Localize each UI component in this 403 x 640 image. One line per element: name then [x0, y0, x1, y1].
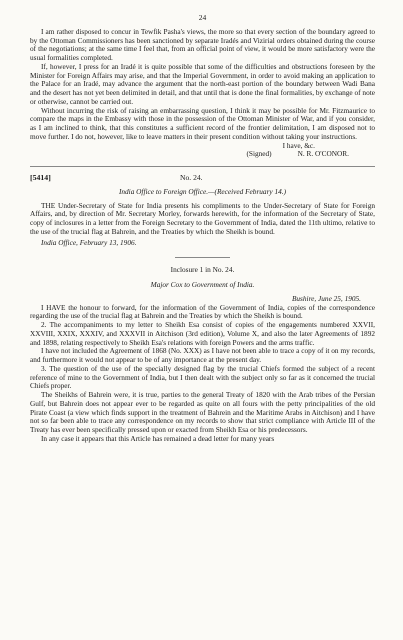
inclosure-paragraph-4: 3. The question of the use of the specially designed flag by the trucial Chiefs formed the subject of a recent reference of mine to the Government of India, but I then dealt with the subject only so far as it concerned the trucial Chiefs proper.	[30, 363, 375, 391]
inclosure-paragraph-3: I have not included the Agreement of 1868 (No. XXX) as I have not been able to trace a copy of it on my records, and furthermore it would not appear to be of any importance at the present day.	[30, 346, 375, 364]
intro-paragraph-1: I am rather disposed to concur in Tewfik Pasha's views, the more so that every section of the boundary agreed to by the Ottoman Commissioners has been sanctioned by separate Iradés and Vizirial orders obtained during the course of the negotiations; at the same time I feel that, from an official point of view, it would be more satisfactory were the usual formalities completed.	[30, 26, 375, 62]
section-divider	[30, 166, 375, 167]
inclosure-paragraph-6: In any case it appears that this Article has remained a dead letter for many years	[41, 433, 275, 443]
inclosure-paragraph-5: The Sheikhs of Bahrein were, it is true, parties to the general Treaty of 1820 with the Arab tribes of the Persian Gulf, but Bahrein does not appear ever to be regarded as quite on all fours with the petty principalities of the old Pirate Coast (a view which finds support in the treatment of Bahrein and the Maritime Arabs in Aitchison) and I have not so far been able to trace any correspondence on my records to show that strict compliance with Article III of the Treaty has ever been specifically pressed upon or exacted from Sheikh Esa or his predecessors.	[30, 390, 375, 434]
signer-name: N. R. O'CONOR.	[297, 149, 349, 159]
document-heading: India Office to Foreign Office.—(Received February 14.)	[118, 186, 287, 196]
document-date: India Office, February 13, 1906.	[41, 237, 137, 247]
document-body: THE Under-Secretary of State for India presents his compliments to the Under-Secretary of State for Foreign Affairs, and, by direction of Mr. Secretary Morley, forwards herewith, for the information of the Secretary of State, copy of inclosures in a letter from the Foreign Secretary to the Government of India, dated the 11th ultimo, relative to the use of the trucial flag at Bahrein, and the Treaties by which the Sheikh is bound.	[30, 200, 375, 236]
short-divider	[175, 257, 230, 258]
page-number: 24	[198, 13, 207, 22]
inclosure-date: Bushire, June 25, 1905.	[291, 293, 361, 303]
document-number: No. 24.	[180, 173, 203, 182]
intro-paragraph-2: If, however, I press for an Iradé it is quite possible that some of the difficulties and obstructions foreseen by the Minister for Foreign Affairs may arise, and that the Imperial Government, in order to avoid making an application to the Palace for an Iradé, may advance the argument that the north-east portion of the boundary between Wadi Bana and the desert has not yet been delimited in detail, and that until that is done the final formalities, by exchange of note or otherwise, cannot be carried out.	[30, 61, 375, 106]
inclosure-paragraph-2: 2. The accompaniments to my letter to Sheikh Esa consist of copies of the engagements numbered XXVII, XXVIII, XXIX, XXXIV, and XXXVII in Aitchison (3rd edition), Volume X, and also the later Agreements of 1892 and 1898, relating respectively to Sheikh Esa's relations with foreign Powers and the arms traffic.	[30, 320, 375, 347]
signature-line	[30, 150, 375, 159]
document-ref: [5414]	[30, 173, 51, 182]
signed-label: (Signed)	[246, 149, 272, 159]
valediction: I have, &c.	[282, 140, 315, 150]
document-header	[30, 174, 375, 183]
intro-paragraph-3: Without incurring the risk of raising an embarrassing question, I think it may be possible for Mr. Fitzmaurice to compare the maps in the Embassy with those in the possession of the Ottoman Minister of War, and if you consider, as I am inclined to think, that this constitutes a sufficient record of the frontier delimitation, I am disposed not to move further. I do not, however, like to leave matters in their present condition without taking your instructions.	[30, 105, 375, 141]
inclosure-title: Inclosure 1 in No. 24.	[170, 265, 235, 275]
inclosure-heading: Major Cox to Government of India.	[150, 280, 255, 289]
inclosure-paragraph-1: I HAVE the honour to forward, for the information of the Government of India, copies of the correspondence regarding the use of the trucial flag at Bahrein and the Treaties by which the Sheikh is bound.	[30, 302, 375, 321]
